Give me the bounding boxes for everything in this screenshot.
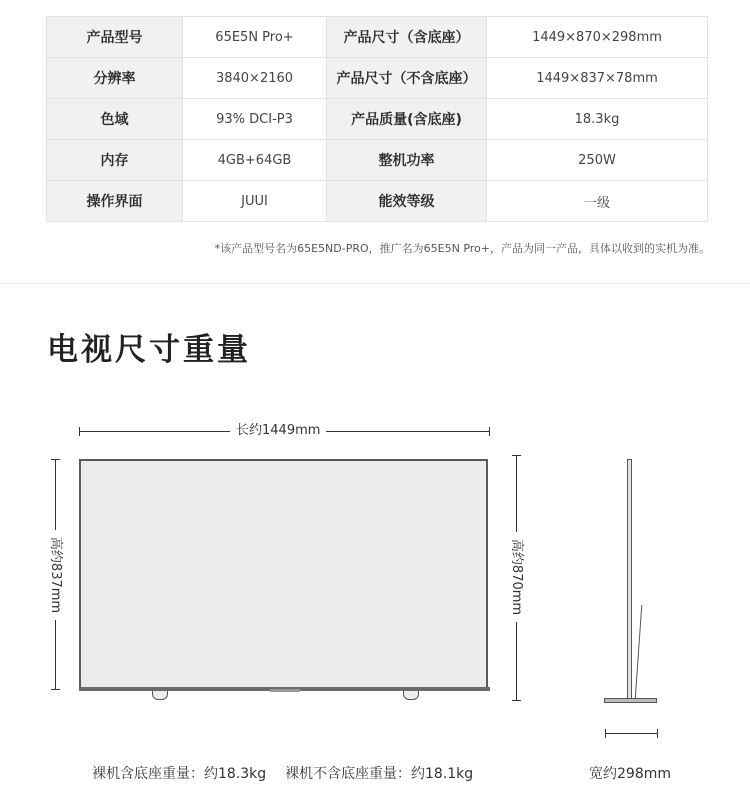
width-tick-right — [657, 729, 658, 738]
spec-value: JUUI — [183, 181, 327, 222]
spec-value: 93% DCI-P3 — [183, 99, 327, 140]
spec-value: 250W — [487, 140, 708, 181]
spec-key: 产品尺寸（不含底座） — [327, 58, 487, 99]
spec-value: 1449×837×78mm — [487, 58, 708, 99]
section-divider — [0, 283, 750, 284]
height-with-stand-tick-bottom — [512, 700, 521, 701]
table-row — [47, 181, 708, 222]
table-row — [47, 17, 708, 58]
width-tick-left — [605, 729, 606, 738]
height-no-stand-tick-bottom — [51, 689, 60, 690]
length-tick-left — [79, 427, 80, 436]
height-with-stand-label: 高约870mm — [508, 532, 524, 622]
spec-value: 18.3kg — [487, 99, 708, 140]
table-row — [47, 58, 708, 99]
tv-foot-left — [152, 691, 168, 700]
spec-value: 3840×2160 — [183, 58, 327, 99]
spec-value: 4GB+64GB — [183, 140, 327, 181]
tv-stand-base — [604, 698, 657, 703]
section-title: 电视尺寸重量 — [47, 332, 251, 368]
tv-front-view — [79, 459, 488, 689]
spec-value: 1449×870×298mm — [487, 17, 708, 58]
spec-value: 65E5N Pro+ — [183, 17, 327, 58]
spec-key: 产品型号 — [47, 17, 183, 58]
width-label: 宽约298mm — [589, 766, 671, 782]
spec-table — [46, 16, 708, 222]
weight-with-stand: 裸机含底座重量：约18.3kg — [92, 766, 267, 782]
spec-key: 产品尺寸（含底座） — [327, 17, 487, 58]
weight-without-stand: 裸机不含底座重量：约18.1kg — [285, 766, 474, 782]
tv-foot-right — [403, 691, 419, 700]
height-no-stand-tick-top — [51, 459, 60, 460]
length-tick-right — [489, 427, 490, 436]
spec-key: 产品质量(含底座) — [327, 99, 487, 140]
spec-key: 操作界面 — [47, 181, 183, 222]
height-with-stand-tick-top — [512, 455, 521, 456]
height-no-stand-label: 高约837mm — [47, 530, 63, 620]
length-label: 长约1449mm — [230, 423, 326, 439]
spec-key: 内存 — [47, 140, 183, 181]
table-row — [47, 99, 708, 140]
spec-key: 分辨率 — [47, 58, 183, 99]
spec-key: 能效等级 — [327, 181, 487, 222]
width-dimension-line — [605, 733, 658, 734]
spec-footnote: *该产品型号名为65E5ND-PRO，推广名为65E5N Pro+，产品为同一产品，具体以收到的实机为准。 — [214, 242, 710, 255]
spec-value: 一级 — [487, 181, 708, 222]
tv-logo — [270, 689, 300, 692]
table-row — [47, 140, 708, 181]
spec-key: 色域 — [47, 99, 183, 140]
spec-key: 整机功率 — [327, 140, 487, 181]
